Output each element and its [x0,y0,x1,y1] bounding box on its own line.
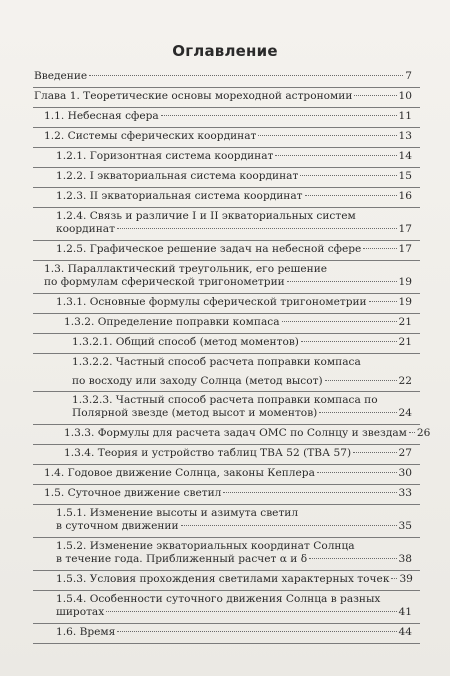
toc-entry-title: 1.2. Системы сферических координат [44,130,257,142]
divider [33,537,420,538]
toc-entry[interactable] [0,316,450,329]
divider [33,240,420,241]
toc-entry[interactable] [0,90,450,103]
divider [33,167,420,168]
divider [33,444,420,445]
toc-entry-page: 13 [398,130,412,142]
divider [33,570,420,571]
page-title: Оглавление [172,42,278,60]
dot-leader [317,472,397,473]
dot-leader [181,525,397,526]
dot-leader [287,281,397,282]
toc-entry[interactable] [0,467,450,480]
dot-leader [89,75,403,76]
toc-entry[interactable] [0,507,450,533]
toc-entry-page: 41 [398,606,412,618]
toc-entry-title: 1.2.2. I экваториальная система координат [56,170,299,182]
toc-entry-page: 10 [398,90,412,102]
dot-leader [223,492,396,493]
divider [33,484,420,485]
toc-entry[interactable] [0,356,450,388]
toc-entry-title: координат [56,223,115,235]
dot-leader [309,558,396,559]
divider [33,643,420,644]
toc-entry-page: 11 [398,110,412,122]
toc-entry-page: 33 [398,487,412,499]
dot-leader [282,321,397,322]
divider [33,207,420,208]
dot-leader [275,155,396,156]
toc-entry-title: в течение года. Приближенный расчет α и δ [56,553,308,565]
toc-entry-page: 22 [398,375,412,387]
dot-leader [319,412,396,413]
toc-entry[interactable] [0,210,450,236]
toc-entry[interactable] [0,540,450,566]
toc-entry[interactable] [0,170,450,183]
toc-entry-title: 1.2.1. Горизонтная система координат [56,150,274,162]
toc-entry[interactable] [0,626,450,639]
dot-leader [258,135,396,136]
toc-entry-title: Глава 1. Теоретические основы мореходной астрономии [34,90,353,102]
toc-entry-page: 38 [398,553,412,565]
toc-entry-title-line: 1.5.1. Изменение высоты и азимута светил [56,507,299,519]
toc-entry-title: 1.5. Суточное движение светил [44,487,222,499]
toc-entry-page: 21 [398,316,412,328]
toc-entry-page: 15 [398,170,412,182]
dot-leader [300,175,396,176]
toc-entry-title-line: 1.3.2.3. Частный способ расчета поправки компаса по [72,394,378,406]
dot-leader [301,341,397,342]
divider [33,260,420,261]
toc-entry-page: 35 [398,520,412,532]
toc-entry-title: по формулам сферической тригонометрии [44,276,285,288]
toc-entry-page: 7 [405,70,412,82]
toc-entry[interactable] [0,70,450,83]
divider [33,293,420,294]
toc-entry-page: 44 [398,626,412,638]
dot-leader [409,432,415,433]
dot-leader [325,380,397,381]
toc-entry-title-line: 1.5.4. Особенности суточного движения Солнца в разных [56,593,381,605]
toc-entry[interactable] [0,150,450,163]
toc-entry-page: 24 [398,407,412,419]
divider [33,424,420,425]
toc-entry[interactable] [0,130,450,143]
toc-entry[interactable] [0,110,450,123]
toc-entry-title: 1.2.3. II экваториальная система координат [56,190,303,202]
toc-entry-title: 1.3.3. Формулы для расчета задач ОМС по Солнцу и звездам [64,427,407,439]
toc-entry-page: 16 [398,190,412,202]
toc-entry[interactable] [0,447,450,460]
toc-entry[interactable] [0,296,450,309]
dot-leader [117,228,397,229]
dot-leader [161,115,397,116]
toc-entry-page: 17 [398,223,412,235]
divider [33,313,420,314]
divider [33,127,420,128]
toc-entry-page: 14 [398,150,412,162]
toc-entry-title: 1.3.1. Основные формулы сферической тригонометрии [56,296,367,308]
toc-entry[interactable] [0,573,450,586]
toc-entry-title: широтах [56,606,105,618]
toc-entry[interactable] [0,190,450,203]
divider [33,504,420,505]
toc-entry-title: 1.4. Годовое движение Солнца, законы Кеплера [44,467,315,479]
toc-entry-title: 1.5.3. Условия прохождения светилами характерных точек [56,573,390,585]
divider [33,623,420,624]
divider [33,590,420,591]
divider [33,187,420,188]
dot-leader [117,631,396,632]
toc-entry-page: 39 [399,573,413,585]
toc-entry-title: 1.6. Время [56,626,116,638]
toc-entry-title: 1.3.2.1. Общий способ (метод моментов) [72,336,299,348]
divider [33,464,420,465]
dot-leader [354,95,396,96]
toc-entry-page: 21 [398,336,412,348]
toc-entry[interactable] [0,336,450,349]
toc-entry-title: Полярной звезде (метод высот и моментов) [72,407,318,419]
toc-entry-title: по восходу или заходу Солнца (метод высот) [72,375,323,387]
toc-entry-title-line: 1.3. Параллактический треугольник, его решение [44,263,328,275]
divider [33,87,420,88]
toc-entry-page: 30 [398,467,412,479]
divider [33,391,420,392]
dot-leader [369,301,397,302]
dot-leader [391,578,397,579]
toc-entry-page: 27 [398,447,412,459]
dot-leader [353,452,396,453]
toc-entry-title: в суточном движении [56,520,179,532]
toc-entry[interactable] [0,263,450,289]
toc-entry-page: 17 [398,243,412,255]
dot-leader [363,248,396,249]
toc-entry[interactable] [0,593,450,619]
toc-entry-page: 19 [398,276,412,288]
toc-entry-title: 1.3.4. Теория и устройство таблиц ТВА 52 (ТВА 57) [64,447,352,459]
toc-entry-page: 19 [398,296,412,308]
toc-entry-title-line: 1.5.2. Изменение экваториальных координат Солнца [56,540,355,552]
toc-entry[interactable] [0,243,450,256]
toc-entry[interactable] [0,487,450,500]
toc-entry-title: 1.2.5. Графическое решение задач на небесной сфере [56,243,362,255]
toc-entry-title: Введение [34,70,88,82]
divider [33,107,420,108]
dot-leader [106,611,396,612]
dot-leader [305,195,397,196]
toc-entry[interactable] [0,427,450,440]
toc-entry-title: 1.1. Небесная сфера [44,110,159,122]
divider [33,333,420,334]
toc-entry[interactable] [0,394,450,420]
divider [33,147,420,148]
divider [33,353,420,354]
toc-entry-title: 1.3.2. Определение поправки компаса [64,316,280,328]
toc-entry-page: 26 [416,427,431,439]
toc-entry-title-line: 1.2.4. Связь и различие I и II экваториальных систем [56,210,356,222]
toc-entry-title-line: 1.3.2.2. Частный способ расчета поправки компаса [72,356,361,368]
